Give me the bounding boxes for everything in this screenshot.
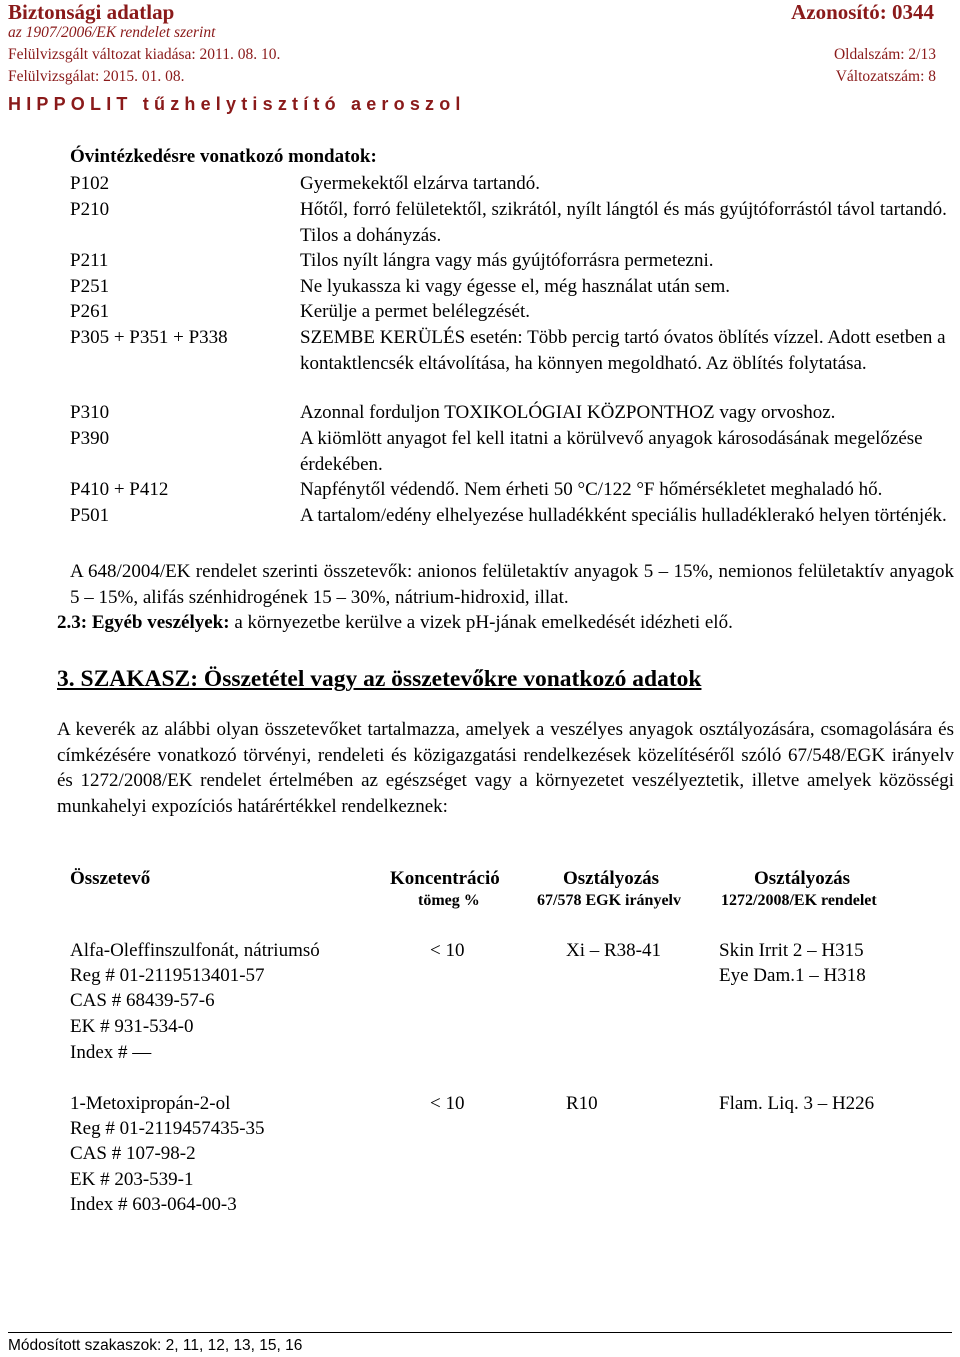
precaution-row <box>70 477 952 503</box>
precaution-text: Napfénytől védendő. Nem érheti 50 °C/122 °F hőmérsékletet meghaladó hő. <box>300 479 883 500</box>
column-header-classification-1272: Osztályozás <box>754 868 851 889</box>
precaution-text: A kiömlött anyagot fel kell itatni a körülvevő anyagok károsodásának megelőzése érdekében. <box>300 428 923 475</box>
precaution-row <box>70 299 952 325</box>
column-subheader-classification-67: 67/578 EGK irányelv <box>537 892 681 909</box>
document-header <box>0 0 960 118</box>
column-header-concentration: Koncentráció <box>390 868 500 889</box>
ingredient-classification-1272: Eye Dam.1 – H318 <box>719 965 866 986</box>
precaution-row <box>70 171 952 197</box>
ingredient-index: Index # — <box>70 1042 152 1063</box>
page-number: Oldalszám: 2/13 <box>833 46 936 63</box>
ingredient-ek: EK # 203-539-1 <box>70 1169 194 1190</box>
precaution-text: Ne lyukassza ki vagy égesse el, még használat után sem. <box>300 276 730 297</box>
column-subheader-classification-1272: 1272/2008/EK rendelet <box>721 892 877 909</box>
precaution-row <box>70 197 952 248</box>
precaution-code: P261 <box>70 301 110 322</box>
footer-divider <box>8 1332 952 1333</box>
ingredient-concentration: < 10 <box>430 1093 465 1114</box>
product-name: HIPPOLIT tűzhelytisztító aeroszol <box>8 94 466 114</box>
header-row-revision <box>8 68 936 86</box>
other-hazards <box>57 610 957 636</box>
precaution-row <box>70 426 952 477</box>
precaution-code: P501 <box>70 505 110 526</box>
precaution-text: A tartalom/edény elhelyezése hulladékként speciális hulladéklerakó helyen történjék. <box>300 505 947 526</box>
ingredient-name: 1-Metoxipropán-2-ol <box>70 1093 231 1114</box>
precautionary-heading: Óvintézkedésre vonatkozó mondatok: <box>70 146 377 167</box>
precaution-code: P390 <box>70 428 110 449</box>
ingredient-index: Index # 603-064-00-3 <box>70 1194 237 1215</box>
ingredient-classification-1272: Skin Irrit 2 – H315 <box>719 940 864 961</box>
precaution-row <box>70 325 952 376</box>
other-hazards-text: a környezetbe kerülve a vizek pH-jának emelkedését idézheti elő. <box>229 612 733 633</box>
precaution-text: Kerülje a permet belélegzését. <box>300 301 530 322</box>
ingredient-name: Alfa-Oleffinszulfonát, nátriumsó <box>70 940 320 961</box>
ingredient-cas: CAS # 107-98-2 <box>70 1143 196 1164</box>
document-title: Biztonsági adatlap <box>8 0 175 24</box>
precaution-code: P210 <box>70 199 110 220</box>
precaution-row <box>70 248 952 274</box>
other-hazards-label: 2.3: Egyéb veszélyek: <box>57 612 230 633</box>
precaution-row <box>70 503 952 529</box>
change-number: Változatszám: 8 <box>835 68 936 85</box>
precaution-text: Gyermekektől elzárva tartandó. <box>300 173 541 194</box>
precaution-row <box>70 400 952 426</box>
revised-version-issue: Felülvizsgált változat kiadása: 2011. 08. 10. <box>8 46 281 63</box>
precaution-text: Hőtől, forró felületektől, szikrától, nyílt lángtól és más gyújtóforrástól távol tartandó. Tilos a dohányzás. <box>300 199 947 246</box>
precaution-row <box>70 274 952 300</box>
column-header-ingredient: Összetevő <box>70 868 151 889</box>
precaution-code: P102 <box>70 173 110 194</box>
section-3-intro: A keverék az alábbi olyan összetevőket tartalmazza, amelyek a veszélyes anyagok osztályozására, csomagolására és címkézésére vonatkozó törvényi, rendeleti és közigazgatási rendelkezések közelítéséről szóló 67/548/EGK irányelv és 1272/2008/EK rendelet értelmében az egészséget vagy a környezetet veszélyeztetik, illetve amelyek közösségi munkahelyi expozíciós határértékkel rendelkeznek: <box>57 719 954 817</box>
column-subheader-concentration: tömeg % <box>418 892 480 909</box>
ingredient-classification-67: Xi – R38-41 <box>566 940 661 961</box>
modified-sections-footer: Módosított szakaszok: 2, 11, 12, 13, 15, 16 <box>8 1337 303 1354</box>
ingredient-reg: Reg # 01-2119513401-57 <box>70 965 265 986</box>
ingredient-cas: CAS # 68439-57-6 <box>70 990 215 1011</box>
ingredient-classification-1272: Flam. Liq. 3 – H226 <box>719 1093 875 1114</box>
precaution-code: P251 <box>70 276 110 297</box>
revision-date: Felülvizsgálat: 2015. 01. 08. <box>8 68 185 85</box>
precaution-text: SZEMBE KERÜLÉS esetén: Több percig tartó óvatos öblítés vízzel. Adott esetben a kontaktlencsék eltávolítása, ha könnyen megoldható. Az öblítés folytatása. <box>300 327 946 374</box>
section-3-heading <box>57 666 701 693</box>
section-3-title: 3. SZAKASZ: Összetétel vagy az összetevőkre vonatkozó adatok <box>57 666 702 692</box>
precaution-code: P305 + P351 + P338 <box>70 327 228 348</box>
precaution-text: Azonnal forduljon TOXIKOLÓGIAI KÖZPONTHOZ vagy orvoshoz. <box>300 402 836 423</box>
precaution-text: Tilos nyílt lángra vagy más gyújtóforrásra permetezni. <box>300 250 714 271</box>
document-identifier: Azonosító: 0344 <box>791 0 934 24</box>
ingredients-note: A 648/2004/EK rendelet szerinti összetevők: anionos felületaktív anyagok 5 – 15%, nemionos felületaktív anyagok 5 – 15%, alifás szénhidrogének 15 – 30%, nátrium-hidroxid, illat. <box>70 561 954 608</box>
ingredient-classification-67: R10 <box>566 1093 598 1114</box>
ingredient-reg: Reg # 01-2119457435-35 <box>70 1118 265 1139</box>
ingredient-ek: EK # 931-534-0 <box>70 1016 194 1037</box>
precaution-code: P310 <box>70 402 110 423</box>
regulation-reference: az 1907/2006/EK rendelet szerint <box>8 24 216 41</box>
precaution-code: P410 + P412 <box>70 479 169 500</box>
header-row-issue <box>8 46 936 64</box>
ingredient-concentration: < 10 <box>430 940 465 961</box>
precaution-code: P211 <box>70 250 109 271</box>
column-header-classification-67: Osztályozás <box>563 868 660 889</box>
